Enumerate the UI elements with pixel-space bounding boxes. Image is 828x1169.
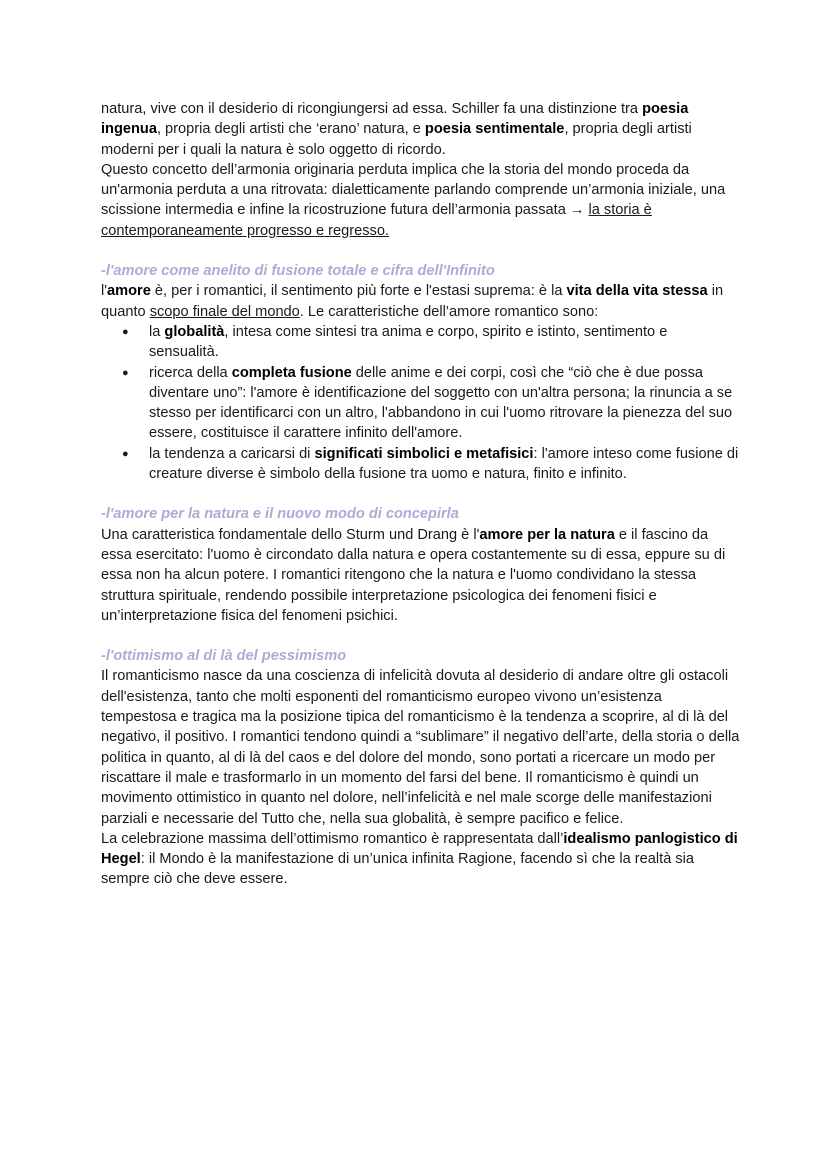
section3-paragraph-1: Il romanticismo nasce da una coscienza di infelicità dovuta al desiderio di andare oltre gli ostacoli dell'esistenza, tanto che molti esponenti del romanticismo europeo vivono un’esistenza tempestosa e tragica ma la posizione tipica del romanticismo è la tendenza a scoprire, al di là del negativo, il positivo. I romantici tendono quindi a “sublimare” il negativo dell’arte, della storia o della politica in quanto, al di là del caos e del dolore del mondo, sono portati a ricercare un modo per riscattare il male e trasformarlo in un momento del farsi del bene. Il romanticismo è quindi un movimento ottimistico in quanto nel dolore, nell’infelicità e nel male scorge delle manifestazioni parziali e necessarie del Tutto che, nella sua globalità, è sempre pacifico e felice. [101,668,740,827]
underlined-conclusion: la storia è contemporaneamente progresso e regresso. [101,202,652,239]
section-heading-natura: -l'amore per la natura e il nuovo modo di concepirla [101,506,459,523]
section1-paragraph: l'amore è, per i romantici, il sentimento più forte e l'estasi suprema: è la vita della vita stessa in quanto scopo finale del mondo. Le caratteristiche dell’amore romantico sono: [101,283,724,320]
section3-paragraph-2: La celebrazione massima dell’ottimismo romantico è rappresentata dall’idealismo panlogistico di Hegel: il Mondo è la manifestazione di un’unica infinita Ragione, facendo sì che la realtà sia sempre ciò che deve essere. [101,830,738,888]
intro-paragraph-1: natura, vive con il desiderio di ricongiungersi ad essa. Schiller fa una distinzione tra poesia ingenua, propria degli artisti che ‘erano’ natura, e poesia sentimentale, propria degli artisti moderni per i quali la natura è solo oggetto di ricordo. [101,101,692,158]
love-characteristics-list [101,322,741,484]
document-page [101,99,741,890]
list-item: ● la globalità, intesa come sintesi tra anima e corpo, spirito e istinto, sentimento e sensualità. [149,322,741,363]
section-heading-ottimismo: -l'ottimismo al di là del pessimismo [101,648,347,665]
list-item: ● la tendenza a caricarsi di significati simbolici e metafisici: l'amore inteso come fusione di creature diverse è simbolo della fusione tra uomo e natura, finito e infinito. [149,444,741,485]
list-item: ● ricerca della completa fusione delle anime e dei corpi, così che “ciò che è due possa diventare uno”: l'amore è identificazione del soggetto con un'altra persona; la rinuncia a se stesso per identificarci con un altro, l'abbandono in cui l'uomo ritrovare la pienezza del suo essere, costituisce il carattere infinito dell'amore. [149,363,741,444]
section-heading-amore: -l'amore come anelito di fusione totale e cifra dell'Infinito [101,263,495,280]
intro-paragraph-2: Questo concetto dell’armonia originaria perduta implica che la storia del mondo proceda da un'armonia perduta a una ritrovata: dialetticamente parlando comprende un’armonia iniziale, una scissione intermedia e infine la ricostruzione futura dell’armonia passata → la storia è contemporaneamente progresso e regresso. [101,161,726,239]
section2-paragraph: Una caratteristica fondamentale dello Sturm und Drang è l'amore per la natura e il fascino da essa esercitato: l'uomo è circondato dalla natura e opera costantemente su di essa, eppure su di essa non ha alcun potere. I romantici ritengono che la natura e l'uomo condividano la stessa struttura spirituale, rendendo possibile interpretazione psicologica dei fenomeni fisici e un’interpretazione fisica del fenomeni psichici. [101,526,726,624]
